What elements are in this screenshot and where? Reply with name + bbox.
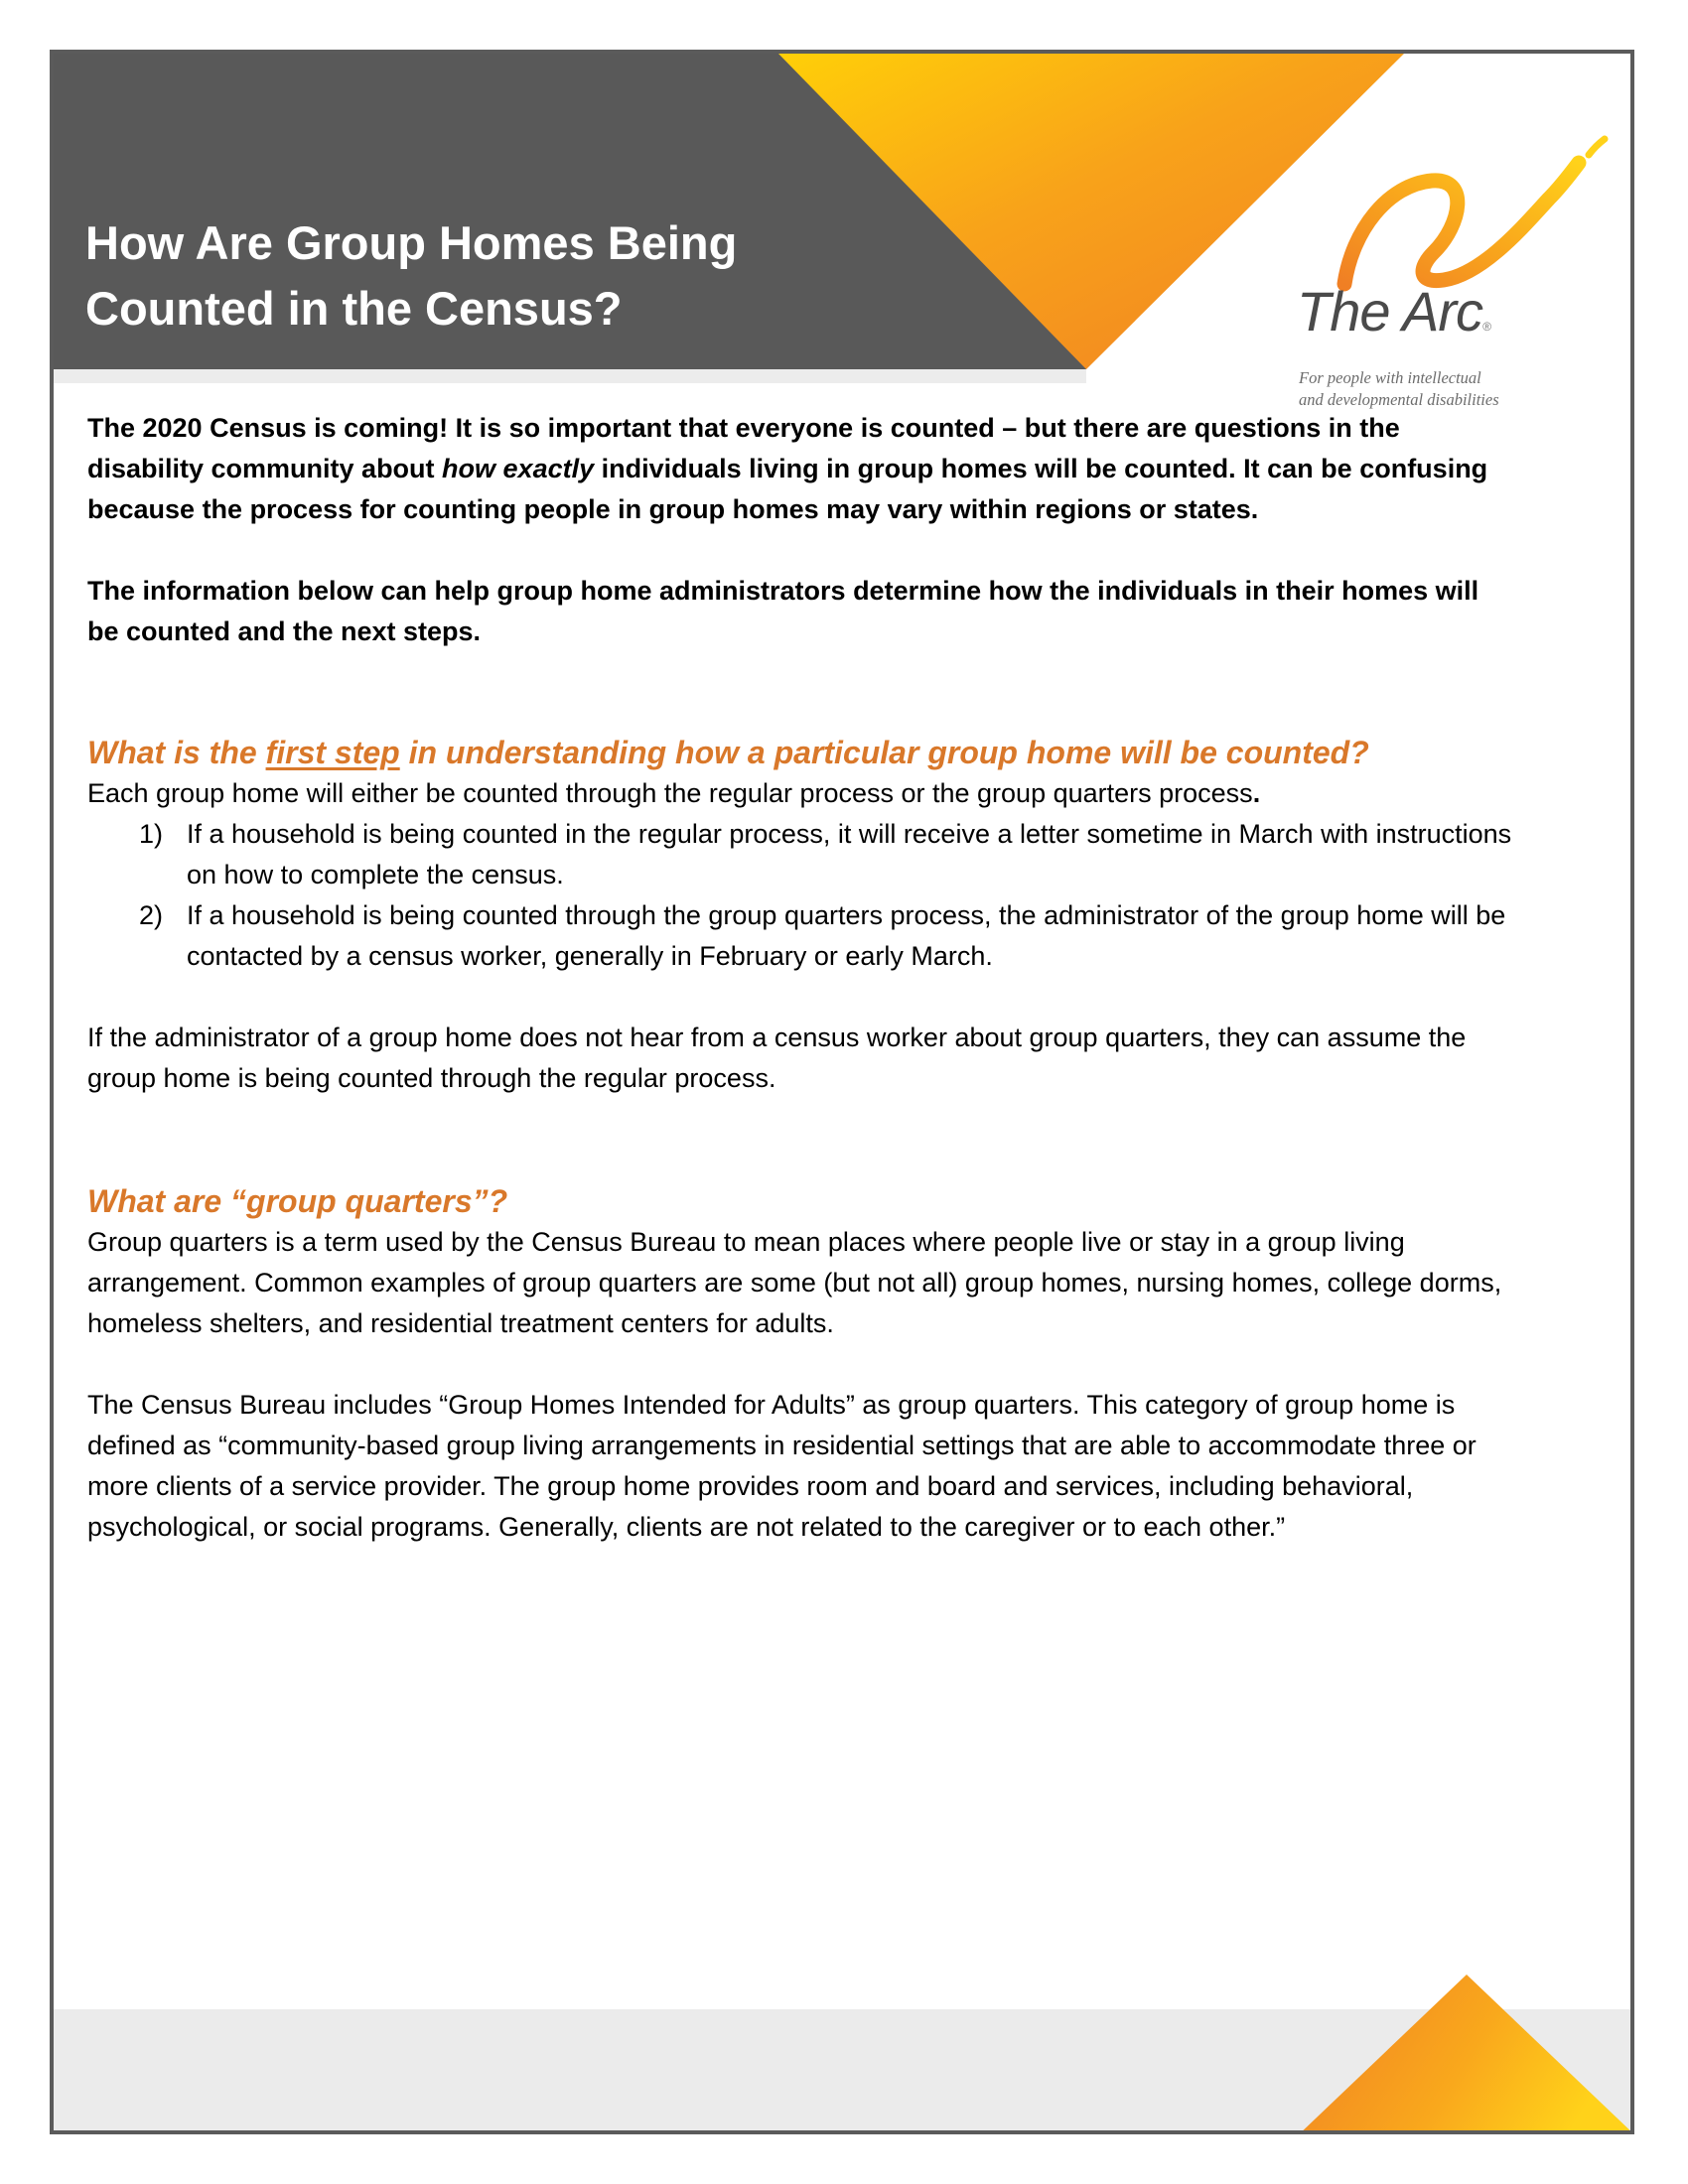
underline-first-step: first step [265,735,400,770]
section-2-paragraph-1: Group quarters is a term used by the Census Bureau to mean places where people live or stay in a group living arrangement. Common examples of group quarters are some (but not all) group homes, nursing homes, college dorms, homeless shelters, and residential treatment centers for adults. [87,1227,1502,1338]
list-item-number: 1) [139,819,164,849]
document-body [87,408,1517,1548]
list-item [87,814,1517,895]
steps-list [87,814,1517,977]
intro-paragraph-1: The 2020 Census is coming! It is so important that everyone is counted – but there are questions in the disability community about how exactly individuals living in group homes will be counted. It can be confusing because the process for counting people in group homes may vary within regions or states. [87,413,1488,524]
the-arc-logo [1285,135,1622,433]
footer-triangle-icon [1295,1975,1634,2134]
section-1-closing: If the administrator of a group home does not hear from a census worker about group quarters, they can assume the group home is being counted through the regular process. [87,1023,1467,1093]
logo-wordmark: The Arc® [1297,280,1490,342]
list-item-text: If a household is being counted in the regular process, it will receive a letter sometime in March with instructions on how to complete the census. [187,819,1512,889]
list-item [87,895,1517,977]
intro-paragraph-2: The information below can help group home administrators determine how the individuals in their homes will be counted and the next steps. [87,576,1479,646]
page-title-line-2: Counted in the Census? [85,282,623,335]
section-2-paragraph-2: The Census Bureau includes “Group Homes Intended for Adults” as group quarters. This category of group home is defined as “community-based group living arrangements in residential settings that are able to accommodate three or more clients of a service provider. The group home provides room and board and services, including behavioral, psychological, or social programs. Generally, clients are not related to the caregiver or to each other.” [87,1390,1477,1542]
section-heading-group-quarters: What are “group quarters”? [87,1183,508,1219]
emphasis-how-exactly: how exactly [442,454,595,483]
page-title [85,210,800,341]
section-heading-first-step: What is the first step in understanding how a particular group home will be counted? [87,735,1369,770]
page-title-line-1: How Are Group Homes Being [85,216,738,269]
list-item-text: If a household is being counted through the group quarters process, the administrator of the group home will be contacted by a census worker, generally in February or early March. [187,900,1506,971]
list-item-number: 2) [139,900,164,930]
logo-tagline: For people with intellectual and developmental disabilities [1299,368,1499,409]
page-frame [50,50,1634,2134]
section-1-lead: Each group home will either be counted through the regular process or the group quarters process. [87,778,1261,808]
